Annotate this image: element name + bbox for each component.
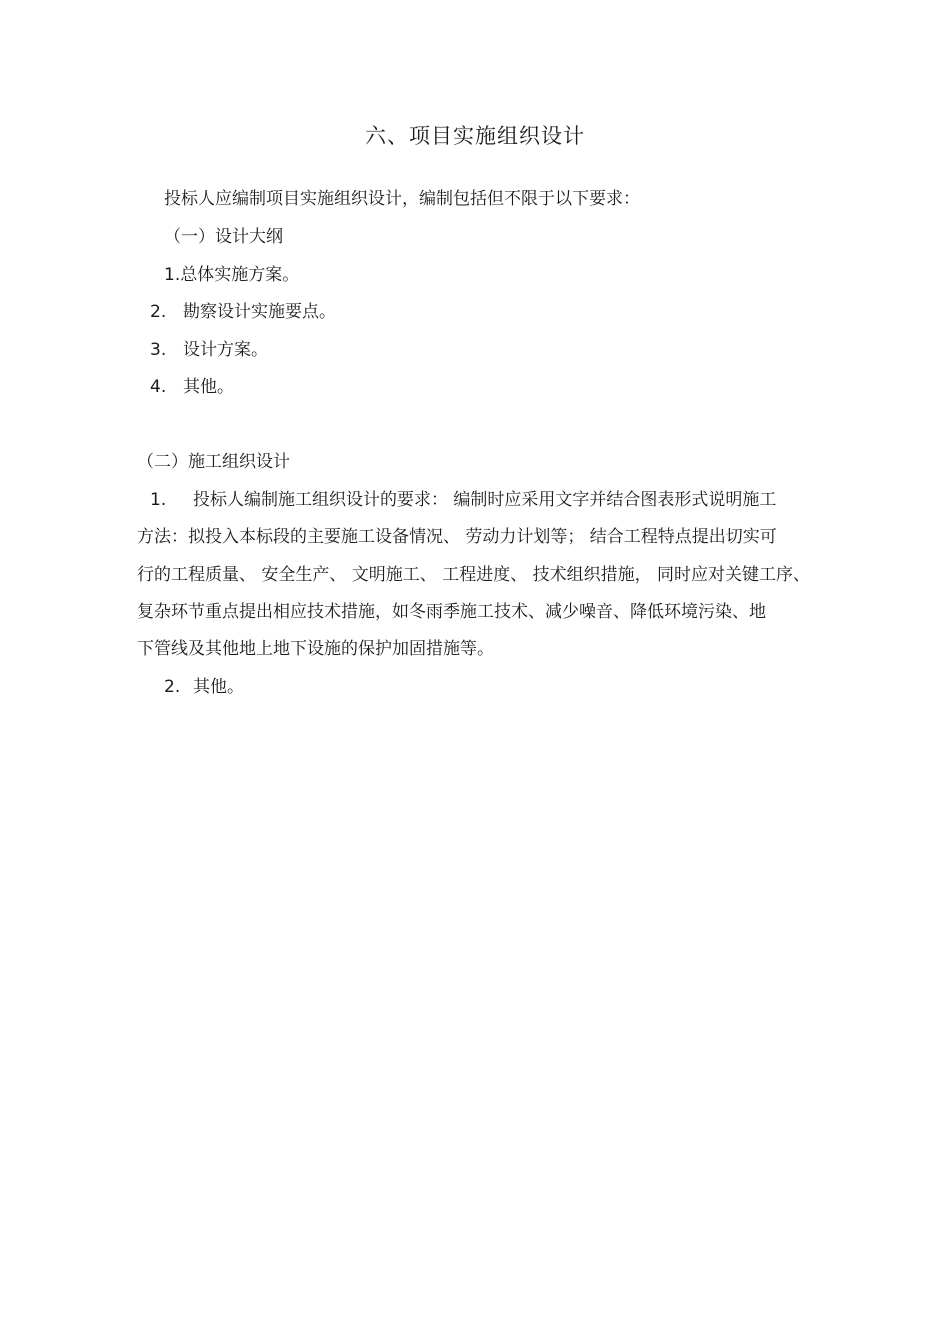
list-item-text: 其他。 bbox=[183, 377, 234, 397]
list-item bbox=[150, 301, 336, 323]
intro-paragraph: 投标人应编制项目实施组织设计，编制包括但不限于以下要求： bbox=[164, 189, 640, 209]
list-item bbox=[164, 676, 244, 698]
list-item bbox=[150, 339, 268, 361]
list-item-text: 其他。 bbox=[193, 677, 244, 697]
list-item-text: 总体实施方案。 bbox=[180, 265, 300, 285]
paragraph-line: 方法：拟投入本标段的主要施工设备情况、 劳动力计划等； 结合工程特点提出切实可 bbox=[137, 527, 777, 547]
list-item-number: 1. bbox=[150, 490, 167, 510]
list-item bbox=[150, 376, 234, 398]
list-item-number: 1. bbox=[164, 265, 181, 285]
list-item-text: 勘察设计实施要点。 bbox=[183, 302, 336, 322]
list-item-number: 2. bbox=[164, 677, 181, 697]
paragraph-line: 下管线及其他地上地下设施的保护加固措施等。 bbox=[137, 639, 494, 659]
list-item bbox=[164, 264, 299, 286]
paragraph-line: 复杂环节重点提出相应技术措施，如冬雨季施工技术、减少噪音、降低环境污染、地 bbox=[137, 602, 766, 622]
list-item-text: 设计方案。 bbox=[183, 340, 268, 360]
list-item-number: 2. bbox=[150, 302, 167, 322]
list-item-number: 4. bbox=[150, 377, 167, 397]
page-title: 六、项目实施组织设计 bbox=[365, 124, 585, 148]
list-item-number: 3. bbox=[150, 340, 167, 360]
construction-item-first-line bbox=[150, 489, 776, 511]
paragraph-line: 行的工程质量、 安全生产、 文明施工、 工程进度、 技术组织措施， 同时应对关键工序、 bbox=[137, 565, 811, 585]
section-heading-design-outline: （一）设计大纲 bbox=[164, 227, 283, 247]
section-heading-construction-design: （二）施工组织设计 bbox=[137, 452, 290, 472]
paragraph-line: 投标人编制施工组织设计的要求： 编制时应采用文字并结合图表形式说明施工 bbox=[193, 490, 777, 510]
